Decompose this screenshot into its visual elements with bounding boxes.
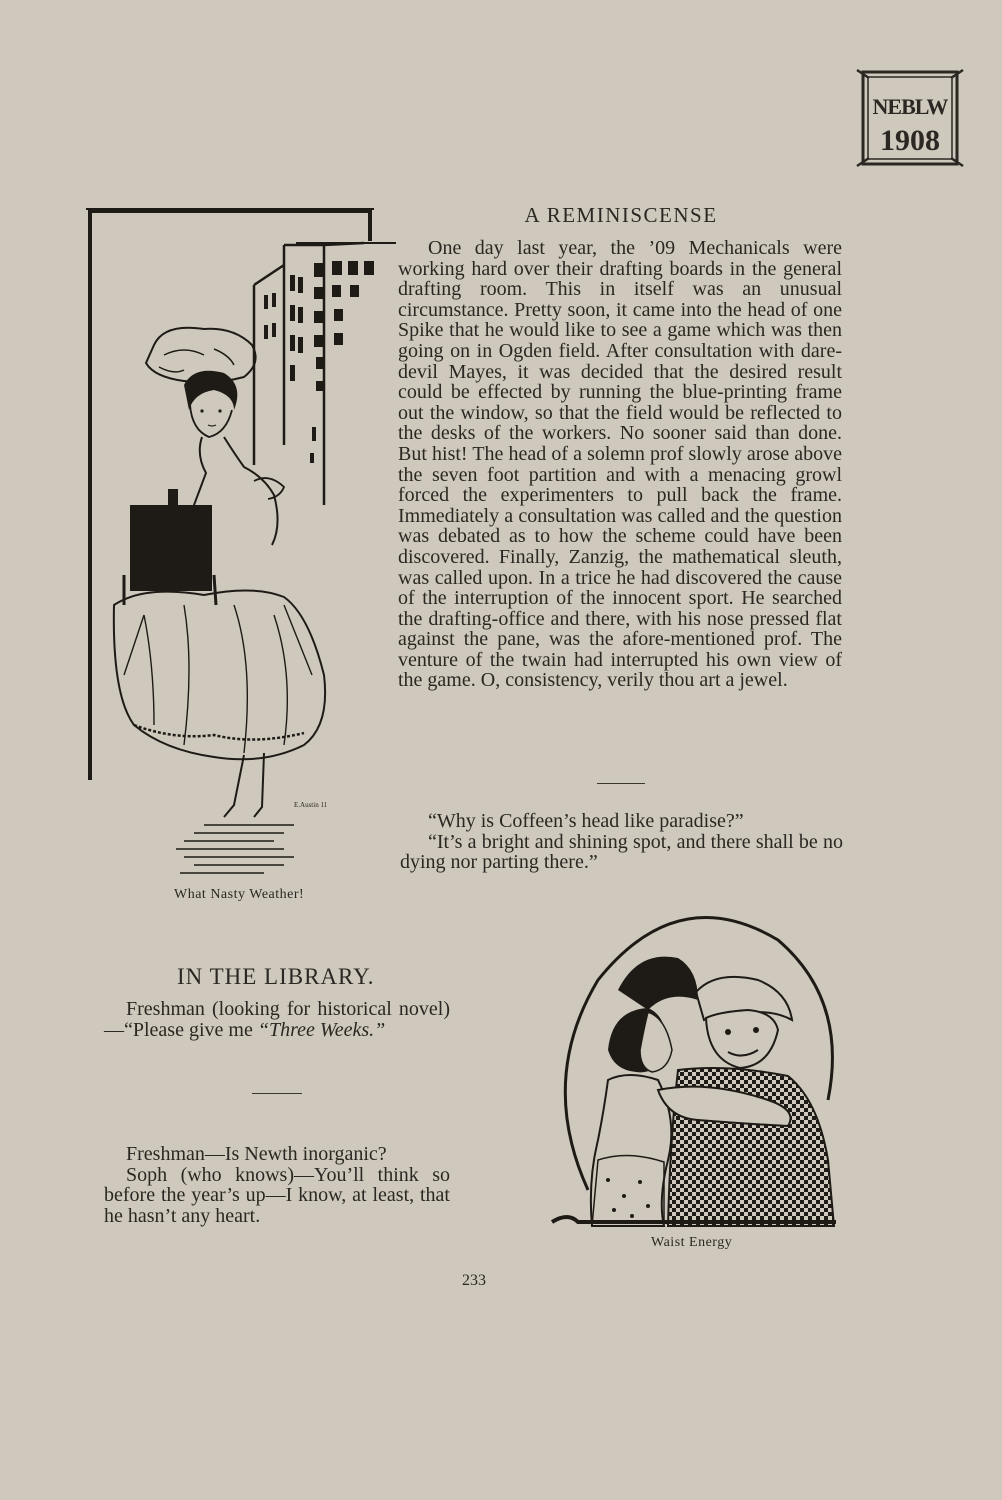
illustration-nasty-weather <box>84 205 404 885</box>
page-number: 233 <box>462 1272 486 1289</box>
paradise-answer: “It’s a bright and shining spot, and there shall be no dying nor parting there.” <box>400 830 843 874</box>
illustrator-signature: E.Austin 11 <box>294 801 328 809</box>
yearbook-logo <box>855 68 965 168</box>
divider <box>597 783 645 784</box>
reminiscense-title: A REMINISCENSE <box>524 203 718 227</box>
caption-nasty-weather: What Nasty Weather! <box>174 887 305 902</box>
caption-waist-energy: Waist Energy <box>651 1235 733 1250</box>
library-title: IN THE LIBRARY. <box>177 964 375 989</box>
reminiscense-paragraph: One day last year, the ’09 Mechanicals were working hard over their drafting boards in the general drafting room. This in itself was an unusual circumstance. Pretty soon, it came into the head of one Spike that he would like to see a game which was then going on in Ogden field. After consultation with dare-devil Mayes, it was decided that the desired result could be effected by running the blue-printing frame out the window, so that the field would be reflected to the desks of the workers. No sooner said than done. But hist! The head of a solemn prof slowly arose above the seven foot partition and with a menacing growl forced the experimenters to pull back the frame. Immediately a consultation was called and the question was debated as to how the scheme could have been discovered. Finally, Zanzig, the mathematical sleuth, was called upon. In a trice he had discovered the cause of the interruption of the innocent sport. He searched the drafting-office and there, with his nose pressed flat against the pane, was the afore-mentioned prof. The venture of the twain had interrupted his own view of the game. O, consistency, verily thou art a jewel. <box>398 237 842 692</box>
freshman-line: Freshman—Is Newth inorganic? <box>126 1143 387 1165</box>
soph-line: Soph (who knows)—You’ll think so before the year’s up—I know, at least, that he hasn’t any heart. <box>104 1163 450 1227</box>
paradise-joke <box>400 811 843 873</box>
freshman-soph-joke <box>104 1144 450 1226</box>
paradise-question: “Why is Coffeen’s head like paradise?” <box>428 810 744 832</box>
logo-text: NEBLW <box>872 94 948 119</box>
logo-year: 1908 <box>880 124 940 157</box>
library-line: Freshman (looking for historical novel)—“Please give me <box>104 998 450 1041</box>
illustration-waist-energy <box>548 900 840 1230</box>
reminiscense-text <box>398 238 842 691</box>
library-text <box>104 999 450 1040</box>
library-book-title: “Three Weeks.” <box>257 1018 386 1041</box>
divider <box>252 1093 302 1094</box>
